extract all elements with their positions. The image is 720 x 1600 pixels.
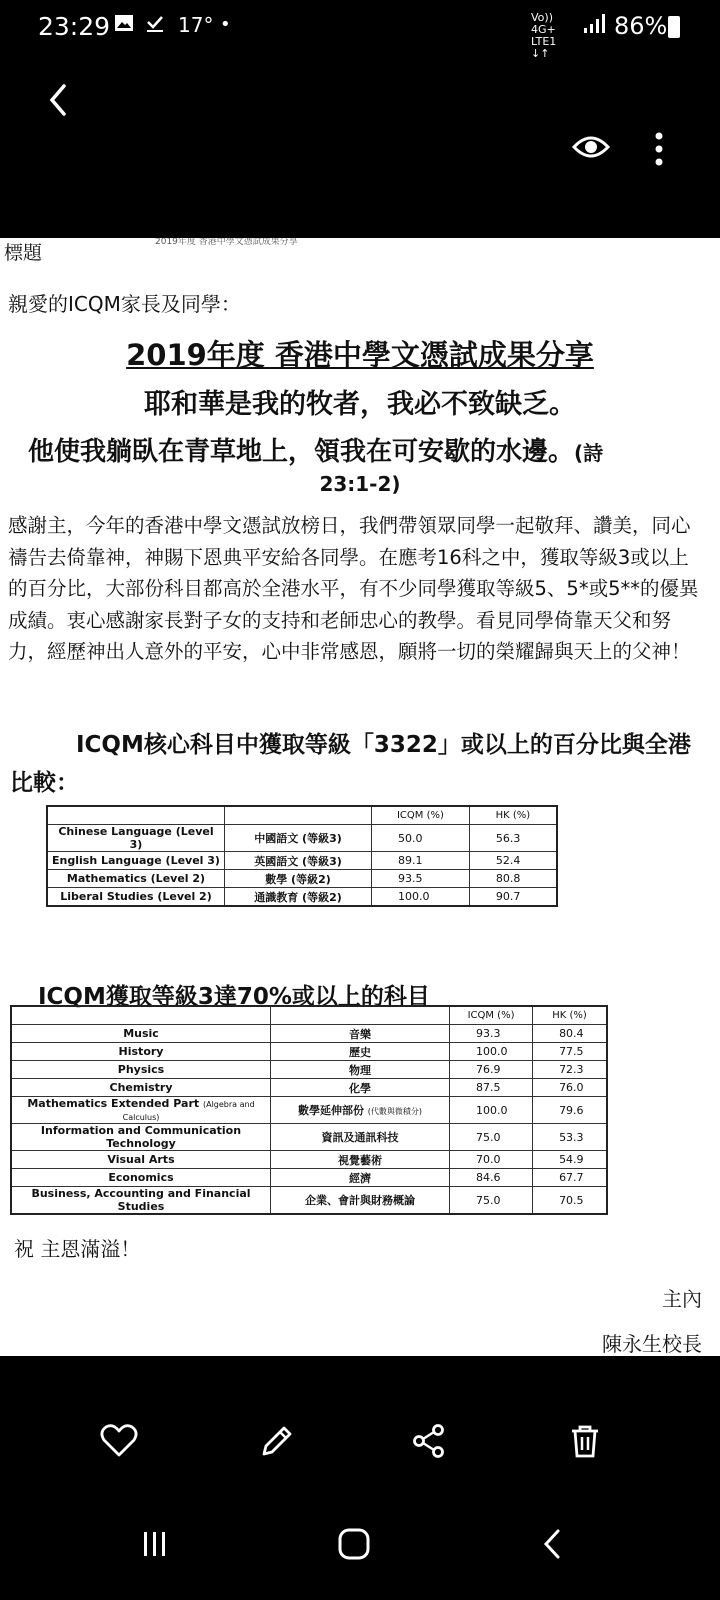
subject-zh-cell: 中國語文 (等級3) (225, 825, 372, 852)
subject-zh-text: 企業、會計與財務概論 (305, 1194, 415, 1207)
subject-en-cell (11, 1079, 271, 1097)
notification-dot: • (220, 14, 231, 35)
subject-zh-cell (271, 1169, 450, 1187)
title-line-1: 2019年度 香港中學文憑試成果分享 (126, 338, 594, 372)
hk-percent-cell: 53.3 (533, 1124, 607, 1151)
table-row (11, 1043, 607, 1061)
body-paragraph: 感謝主，今年的香港中學文憑試放榜日，我們帶領眾同學一起敬拜、讚美，同心禱告去倚靠神，神賜下恩典平安給各同學。在應考16科之中，獲取等級3或以上的百分比，大部份科目都高於全港水平，有不少同學獲取等級5、5*或5**的優異成績。衷心感謝家長對子女的支持和老師忠心的教學。看見同學倚靠天父和努力，經歷神出人意外的平安，心中非常感恩，願將一切的榮耀歸與天上的父神！ (8, 514, 699, 663)
icqm-percent-cell: 93.3 (450, 1025, 533, 1043)
table-row (47, 888, 557, 907)
hk-percent-cell: 56.3 (469, 825, 557, 852)
subject-zh-cell (271, 1025, 450, 1043)
hk-percent-cell: 79.6 (533, 1097, 607, 1124)
subject-en-note: (Algebra and Calculus) (122, 1100, 255, 1122)
subject-zh-text: 歷史 (349, 1045, 371, 1059)
pencil-icon[interactable] (258, 1422, 298, 1462)
notification-icons (114, 12, 165, 37)
subject-en-cell: Mathematics (Level 2) (47, 870, 225, 888)
subject-en-cell (11, 1187, 271, 1215)
icqm-percent-cell: 84.6 (450, 1169, 533, 1187)
table-header-cell: HK (%) (533, 1006, 607, 1025)
table-row (11, 1187, 607, 1215)
table-row (47, 825, 557, 852)
network-top-label: Vo)) 4G+ (531, 11, 556, 36)
more-vertical-icon[interactable] (654, 132, 664, 170)
icqm-percent-cell: 75.0 (450, 1124, 533, 1151)
battery-level: 86% (614, 12, 668, 40)
table-header-cell (47, 806, 225, 825)
home-icon[interactable] (336, 1526, 376, 1566)
hk-percent-cell: 54.9 (533, 1151, 607, 1169)
back-arrow-icon[interactable] (40, 78, 80, 128)
subject-zh-cell (271, 1061, 450, 1079)
subject-zh-cell (271, 1124, 450, 1151)
greeting: 親愛的ICQM家長及同學： (8, 292, 241, 316)
tiny-header: 2019年度 香港中學文憑試成果分享 (155, 238, 298, 247)
subject-en-text: Chemistry (109, 1081, 173, 1094)
document-image[interactable] (0, 238, 720, 1356)
subject-zh-cell (271, 1151, 450, 1169)
table-row (11, 1025, 607, 1043)
recents-icon[interactable] (138, 1526, 178, 1566)
section1-heading: ICQM核心科目中獲取等級「3322」或以上的百分比與全港比較： (10, 732, 691, 796)
subject-en-cell (11, 1097, 271, 1124)
subject-zh-cell: 英國語文 (等級3) (225, 852, 372, 870)
table-header-row (11, 1006, 607, 1025)
subject-en-cell (11, 1061, 271, 1079)
subject-en-cell: Liberal Studies (Level 2) (47, 888, 225, 907)
in-lord: 主內 (662, 1287, 702, 1311)
subject-zh-text: 資訊及通訊科技 (321, 1131, 399, 1144)
subject-zh-text: 視覺藝術 (338, 1153, 382, 1167)
subject-en-text: Economics (108, 1171, 174, 1184)
subject-zh-text: 音樂 (349, 1027, 371, 1041)
share-icon[interactable] (410, 1422, 450, 1462)
icqm-percent-cell: 75.0 (450, 1187, 533, 1215)
title-ref-a: (詩 (574, 441, 604, 465)
subject-en-cell: English Language (Level 3) (47, 852, 225, 870)
hk-percent-cell: 80.4 (533, 1025, 607, 1043)
icqm-percent-cell: 93.5 (372, 870, 470, 888)
title-line-3-text: 他使我躺臥在青草地上，領我在可安歇的水邊。 (28, 437, 575, 467)
subject-zh-cell (271, 1187, 450, 1215)
icqm-percent-cell: 76.9 (450, 1061, 533, 1079)
subject-en-text: Mathematics Extended Part (27, 1097, 200, 1110)
table-row (11, 1061, 607, 1079)
table-header-cell: ICQM (%) (450, 1006, 533, 1025)
icqm-percent-cell: 50.0 (372, 825, 470, 852)
subject-zh-cell: 通識教育 (等級2) (225, 888, 372, 907)
subject-en-text: Physics (117, 1063, 165, 1076)
viewer-toolbar (0, 52, 720, 238)
table-row (11, 1097, 607, 1124)
header-label: 標題 (4, 242, 43, 264)
subject-en-cell (11, 1151, 271, 1169)
icqm-percent-cell: 100.0 (450, 1043, 533, 1061)
title-ref-b: 23:1-2) (319, 472, 401, 496)
table-header-cell (225, 806, 372, 825)
subject-en-text: Information and Communication Technology (40, 1124, 242, 1150)
hk-percent-cell: 67.7 (533, 1169, 607, 1187)
subject-en-text: History (118, 1045, 164, 1058)
gallery-icon (114, 13, 134, 33)
subject-zh-cell: 數學 (等級2) (225, 870, 372, 888)
status-bar (0, 0, 720, 60)
subject-zh-cell (271, 1043, 450, 1061)
table-row (47, 852, 557, 870)
subject-zh-text: 數學延伸部份 (297, 1104, 364, 1117)
icqm-percent-cell: 89.1 (372, 852, 470, 870)
subject-zh-text: 化學 (349, 1081, 371, 1095)
title-line-3 (28, 431, 603, 468)
subject-en-cell: Chinese Language (Level 3) (47, 825, 225, 852)
subject-en-cell (11, 1169, 271, 1187)
table-row (11, 1124, 607, 1151)
hk-percent-cell: 77.5 (533, 1043, 607, 1061)
section2-heading: ICQM獲取等級3達70%或以上的科目 (38, 984, 430, 1010)
subject-zh-cell (271, 1079, 450, 1097)
hk-percent-cell: 72.3 (533, 1061, 607, 1079)
system-nav-bar (0, 1506, 720, 1600)
table-row (11, 1169, 607, 1187)
heart-icon[interactable] (100, 1422, 140, 1462)
elective-subjects-table (10, 1005, 608, 1215)
eye-icon[interactable] (572, 132, 610, 166)
table-row (11, 1079, 607, 1097)
clock: 23:29 (38, 12, 111, 41)
table-header-cell (11, 1006, 271, 1025)
icqm-percent-cell: 100.0 (450, 1097, 533, 1124)
title-line-2: 耶和華是我的牧者，我必不致缺乏。 (144, 389, 576, 420)
blessing: 祝 主恩滿溢！ (14, 1237, 141, 1261)
temperature: 17° (178, 13, 214, 37)
subject-en-text: Business, Accounting and Financial Studies (31, 1187, 251, 1213)
subject-en-cell (11, 1025, 271, 1043)
table-header-cell: ICQM (%) (372, 806, 470, 825)
hk-percent-cell: 90.7 (469, 888, 557, 907)
icqm-percent-cell: 100.0 (372, 888, 470, 907)
table-header-row (47, 806, 557, 825)
subject-en-cell (11, 1043, 271, 1061)
network-bottom-label: LTE1 ↓↑ (531, 35, 557, 60)
battery-icon (668, 16, 680, 38)
subject-zh-cell (271, 1097, 450, 1124)
subject-zh-text: 經濟 (349, 1171, 371, 1185)
icqm-percent-cell: 70.0 (450, 1151, 533, 1169)
table-header-cell (271, 1006, 450, 1025)
hk-percent-cell: 80.8 (469, 870, 557, 888)
hk-percent-cell: 52.4 (469, 852, 557, 870)
table-header-cell: HK (%) (469, 806, 557, 825)
signal-icon (583, 14, 607, 39)
nav-back-icon[interactable] (538, 1526, 578, 1566)
core-subjects-table (46, 805, 558, 907)
check-icon (145, 13, 165, 33)
icqm-percent-cell: 87.5 (450, 1079, 533, 1097)
trash-icon[interactable] (566, 1422, 606, 1462)
subject-en-cell (11, 1124, 271, 1151)
subject-en-text: Music (123, 1027, 159, 1040)
hk-percent-cell: 76.0 (533, 1079, 607, 1097)
hk-percent-cell: 70.5 (533, 1187, 607, 1215)
signature: 陳永生校長 (602, 1332, 702, 1356)
action-bar (0, 1356, 720, 1506)
subject-en-text: Visual Arts (107, 1153, 175, 1166)
subject-zh-note: (代數與微積分) (367, 1107, 423, 1116)
table-row (47, 870, 557, 888)
subject-zh-text: 物理 (349, 1063, 371, 1077)
table-row (11, 1151, 607, 1169)
